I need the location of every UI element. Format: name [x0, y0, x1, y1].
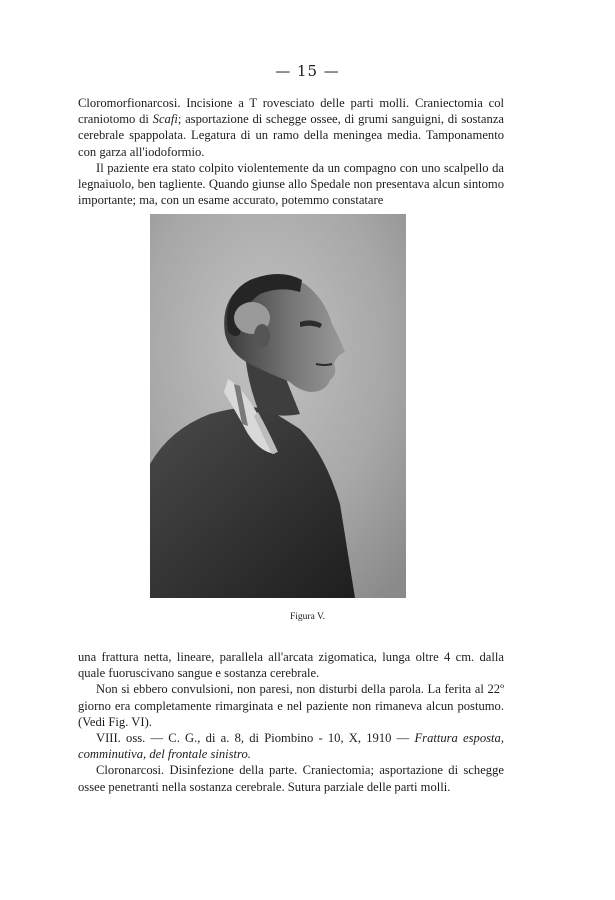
text-span: Cloromorfionarcosi. Incisione a T rovesciato delle parti molli. Craniectomia col craniotomo di: [78, 96, 504, 127]
italic-name: Scafi: [152, 112, 178, 127]
paragraph-fracture: una frattura netta, lineare, parallela all'arcata zigomatica, lunga oltre 4 cm. dalla quale fuoruscivano sangue e sostanza cerebrale.: [78, 650, 504, 681]
text-span: VIII. oss. — C. G., di a. 8, di Piombino - 10, X, 1910 —: [96, 731, 415, 746]
figure-photo-portrait: [150, 214, 406, 598]
paragraph-operation: [78, 95, 504, 160]
paragraph-case-viii: [78, 730, 504, 762]
top-text-block: [78, 95, 504, 208]
figure-caption: Figura V.: [289, 612, 326, 622]
page-number: — 15 —: [275, 62, 340, 80]
text-span: ; asportazione di schegge ossee, di grumi sanguigni, di sostanza cerebrale spappolata. Legatura di un ramo della meningea media. Tamponamento con garza all'iodoformio.: [78, 112, 504, 159]
paragraph-outcome: Non si ebbero convulsioni, non paresi, non disturbi della parola. La ferita al 22º giorno era completamente rimarginata e nel paziente non rimaneva alcun postumo. (Vedi Fig. VI).: [78, 682, 504, 729]
portrait-photo-image: [150, 214, 406, 598]
italic-diagnosis: Frattura esposta, comminutiva, del frontale sinistro.: [78, 731, 504, 762]
paragraph-case-viii-operation: Cloronarcosi. Disinfezione della parte. Craniectomia; asportazione di schegge ossee penetranti nella sostanza cerebrale. Sutura parziale delle parti molli.: [78, 763, 504, 794]
bottom-text-block: [78, 649, 504, 795]
paragraph-history: Il paziente era stato colpito violentemente da un compagno con uno scalpello da legnaiuolo, ben tagliente. Quando giunse allo Spedale non presentava alcun sintomo importante; ma, con un esame accurato, potemmo constatare: [78, 160, 504, 208]
